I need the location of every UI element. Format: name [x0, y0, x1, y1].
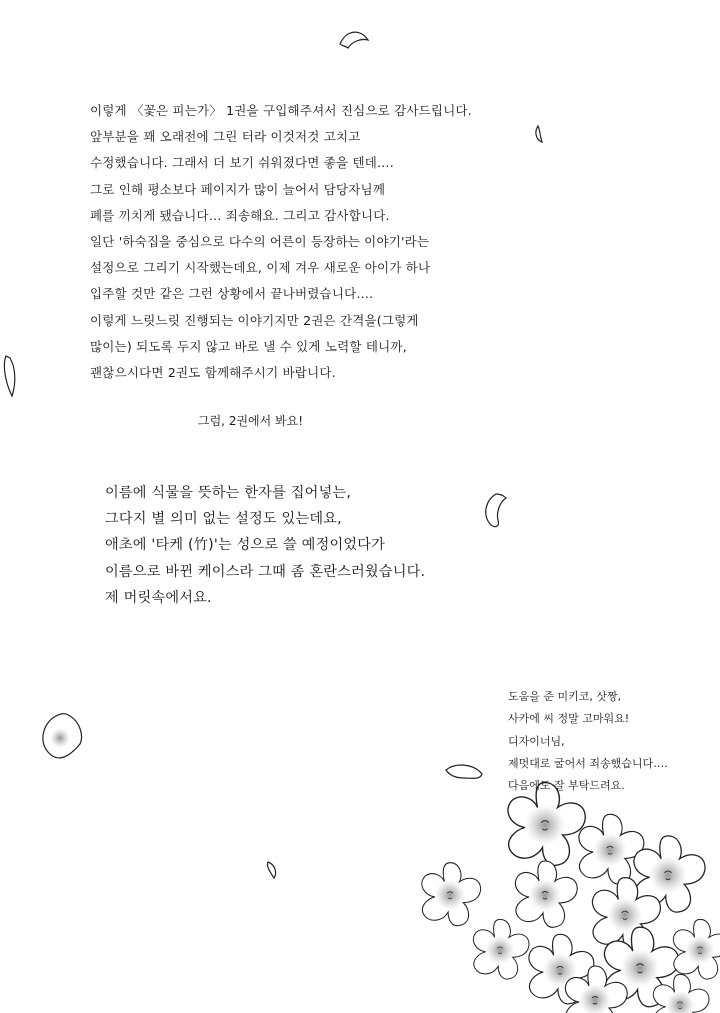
name-note-text: [105, 480, 425, 611]
afterword-line: 이렇게 느릿느릿 진행되는 이야기지만 2권은 간격을(그렇게: [90, 312, 419, 328]
flower-cluster-icon: [422, 783, 720, 1013]
thanks-text: [508, 686, 708, 797]
note-line: 제 머릿속에서요.: [105, 589, 212, 606]
afterword-line: 일단 '하숙집을 중심으로 다수의 어른이 등장하는 이야기'라는: [90, 234, 430, 250]
thanks-line: 디자이너님,: [508, 734, 565, 748]
afterword-line: 입주할 것만 같은 그런 상황에서 끝나버렸습니다….: [90, 286, 374, 302]
afterword-line: 이렇게 〈꽃은 피는가〉 1권을 구입해주셔서 진심으로 감사드립니다.: [90, 103, 472, 118]
signoff-text: 그럼, 2권에서 봐요!: [198, 414, 304, 428]
note-line: 이름으로 바뀐 케이스라 그때 좀 혼란스러웠습니다.: [105, 563, 426, 580]
thanks-line: 제멋대로 굴어서 죄송했습니다….: [508, 756, 668, 770]
afterword-line: 그로 인해 평소보다 페이지가 많이 늘어서 담당자님께: [90, 181, 386, 197]
thanks-line: 사카에 씨 정말 고마워요!: [508, 712, 630, 726]
afterword-line: 설정으로 그리기 시작했는데요, 이제 겨우 새로운 아이가 하나: [90, 260, 431, 276]
note-line: 애초에 '타케 (竹)'는 성으로 쓸 예정이었다가: [105, 537, 386, 554]
afterword-line: 앞부분을 꽤 오래전에 그린 터라 이것저것 고치고: [90, 129, 361, 145]
afterword-line: 폐를 끼치게 됐습니다… 죄송해요. 그리고 감사합니다.: [90, 207, 390, 223]
afterword-line: 수정했습니다. 그래서 더 보기 쉬워졌다면 좋을 텐데….: [90, 155, 394, 171]
note-line: 그다지 별 의미 없는 설정도 있는데요,: [105, 511, 342, 528]
note-line: 이름에 식물을 뜻하는 한자를 집어넣는,: [105, 485, 352, 501]
afterword-line: 괜찮으시다면 2권도 함께해주시기 바랍니다.: [90, 365, 336, 381]
afterword-line: 많이는) 되도록 두지 않고 바로 낼 수 있게 노력할 테니까,: [90, 338, 407, 354]
thanks-line: 다음에도 잘 부탁드려요.: [508, 779, 625, 793]
thanks-line: 도움을 준 미키코, 삿짱,: [508, 690, 622, 703]
afterword-text: [90, 98, 472, 386]
